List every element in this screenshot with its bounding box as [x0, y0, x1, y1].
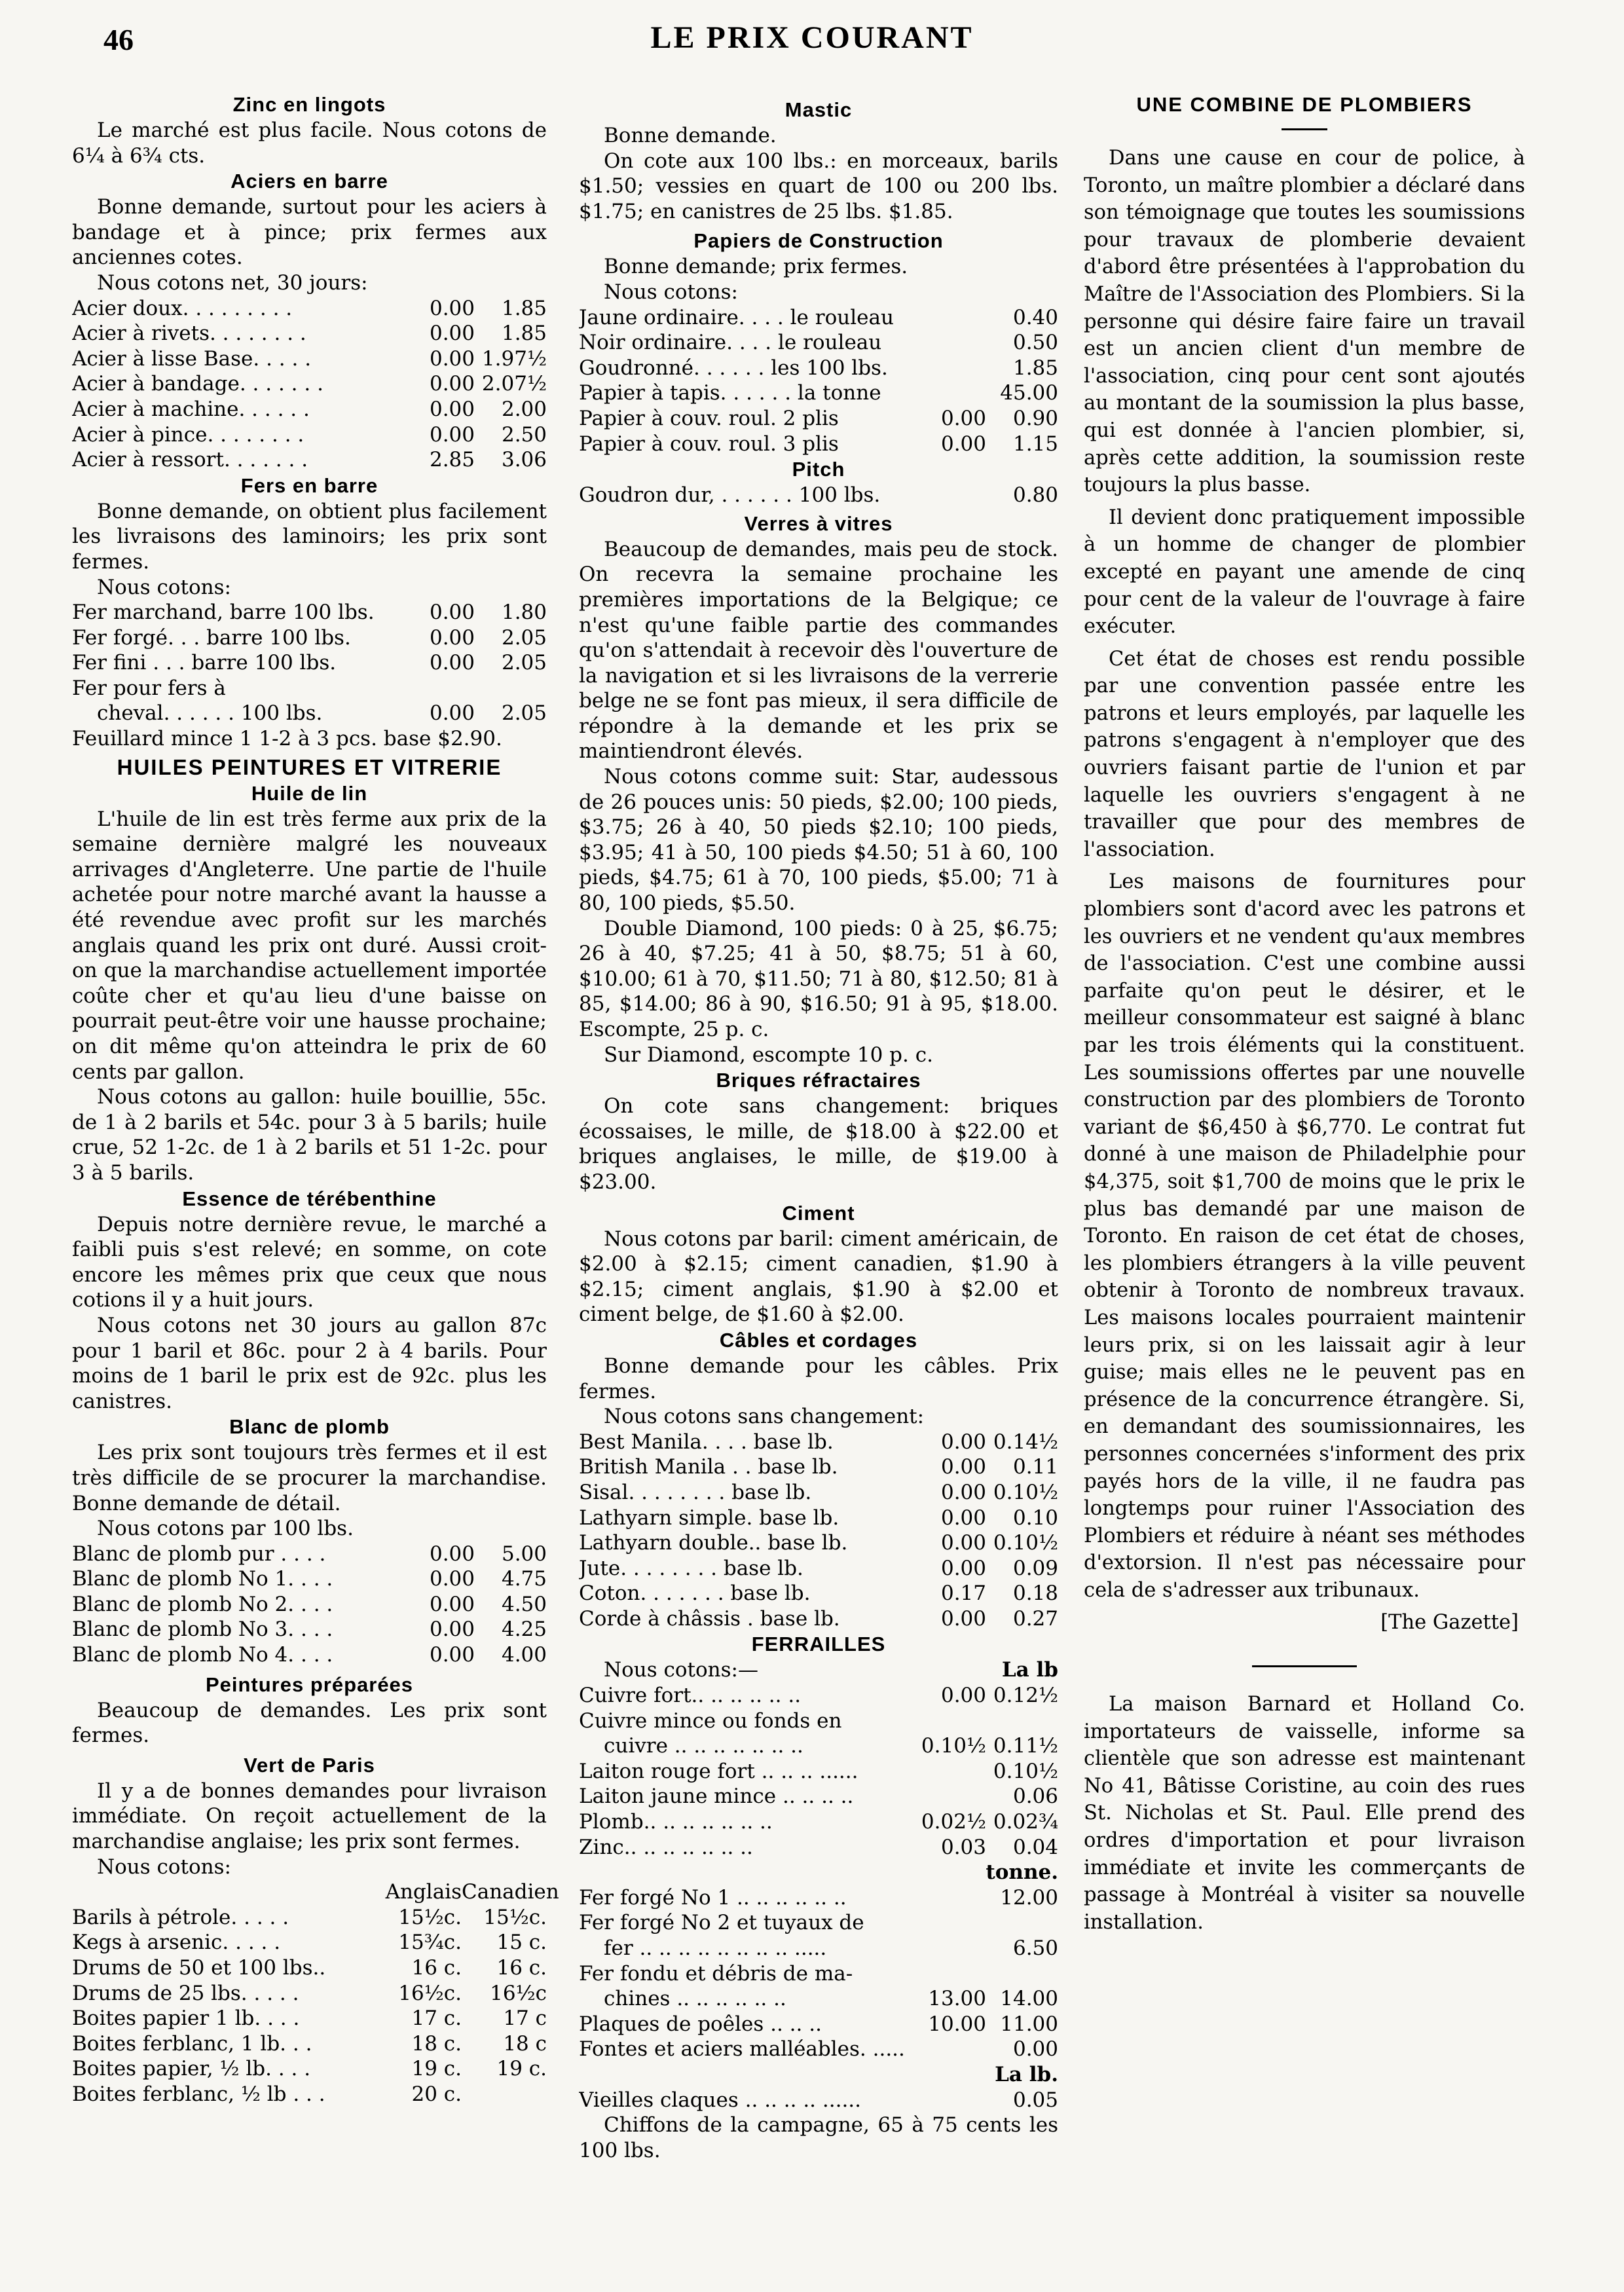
ferrailles-heading: FERRAILLES	[751, 1633, 886, 1656]
blanc-intro: Nous cotons par 100 lbs.	[97, 1517, 354, 1541]
vert-table	[72, 1905, 547, 2107]
price-row	[579, 1556, 1058, 1581]
price-min: 0.02½	[921, 1810, 986, 1834]
price-label: Lathyarn double.. base lb.	[579, 1531, 848, 1555]
price-label: Boites ferblanc, 1 lb. . .	[72, 2031, 312, 2056]
price-max: 0.05	[1012, 2088, 1058, 2112]
price-max: 4.25	[501, 1617, 547, 1642]
price-label: Acier à rivets. . . . . . . .	[72, 322, 306, 346]
briques-text: On cote sans changement: briques écossaises, le mille, de $18.00 à $22.00 et briques anglaises, le mille, de $19.00 à $23.00.	[579, 1094, 1058, 1194]
price-max: 2.50	[501, 422, 547, 447]
price-min: 18 c.	[411, 2031, 462, 2056]
fers-cheval-row	[72, 701, 547, 726]
price-max: 0.04	[1012, 1835, 1058, 1859]
price-max: 2.05	[501, 625, 547, 650]
lin-heading: Huile de lin	[251, 781, 368, 805]
price-min: 0.00	[940, 432, 986, 456]
price-label: Goudron dur, . . . . . . 100 lbs.	[579, 483, 881, 508]
price-max: 2.05	[501, 701, 547, 726]
price-min: 0.00	[429, 397, 475, 421]
price-label: Coton. . . . . . . base lb.	[579, 1581, 811, 1606]
ciment-heading: Ciment	[782, 1201, 855, 1225]
price-max: 0.40	[1012, 305, 1058, 329]
price-min: 0.00	[940, 1480, 986, 1504]
huiles-section-heading: HUILES PEINTURES ET VITRERIE	[117, 754, 502, 779]
price-row	[72, 371, 547, 397]
price-label: Drums de 25 lbs. . . . .	[72, 1981, 299, 2005]
fers-table	[72, 600, 547, 676]
price-min: 0.17	[940, 1581, 986, 1606]
price-row	[579, 330, 1058, 356]
price-row	[72, 2006, 547, 2031]
price-max: 4.00	[501, 1643, 547, 1667]
price-row	[72, 1542, 547, 1567]
price-max: 0.80	[1012, 483, 1058, 508]
price-row	[72, 447, 547, 473]
price-max: 1.80	[501, 601, 547, 625]
price-max: 17 c	[503, 2006, 547, 2031]
verres-sur-diamond: Sur Diamond, escompte 10 p. c.	[604, 1043, 933, 1067]
cables-intro: Nous cotons sans changement:	[604, 1405, 925, 1429]
price-label: Vieilles claques .. .. .. .. ......	[579, 2088, 862, 2112]
price-min: 15¾c.	[398, 1931, 462, 1955]
peintures-heading: Peintures préparées	[205, 1673, 414, 1696]
price-min: 0.00	[429, 322, 475, 346]
price-row	[72, 2031, 547, 2057]
fers-intro: Nous cotons:	[97, 575, 231, 599]
price-label: Plaques de poêles .. .. ..	[579, 2012, 822, 2036]
price-min: 0.00	[429, 1567, 475, 1591]
price-label: Fer forgé. . . barre 100 lbs.	[72, 625, 351, 650]
price-label: Papier à couv. roul. 3 plis	[579, 432, 839, 456]
price-row	[579, 1430, 1058, 1455]
price-max: 0.18	[1012, 1581, 1058, 1606]
col-header-anglais: Anglais	[385, 1880, 462, 1904]
price-max: 45.00	[1000, 381, 1058, 405]
price-max: 0.10½	[993, 1480, 1058, 1504]
price-label: fer .. .. .. .. .. .. .. .. .....	[604, 1936, 827, 1960]
aciers-intro: Nous cotons net, 30 jours:	[97, 270, 368, 295]
price-row	[72, 1592, 547, 1617]
papiers-heading: Papiers de Construction	[693, 229, 944, 253]
price-max: 1.85	[1012, 356, 1058, 380]
price-label: Drums de 50 et 100 lbs..	[72, 1956, 326, 1980]
price-label: Blanc de plomb No 3. . . .	[72, 1617, 333, 1642]
price-row	[579, 305, 1058, 331]
price-row	[579, 432, 1058, 457]
title-rule	[1282, 128, 1327, 130]
price-min: 0.00	[940, 1506, 986, 1530]
article-paragraph-2: Il devient donc pratiquement impossible à un homme de changer de plombier excepté en payant une amende de cinq pour cent de la valeur de l'ouvrage à faire exécuter.	[1084, 506, 1525, 638]
vert-heading: Vert de Paris	[244, 1753, 375, 1777]
verres-text: Beaucoup de demandes, mais peu de stock. On recevra la semaine prochaine les premières importations de la Belgique; ce n'est qu'une faible partie des commandes qu'on s'attendait à recevoir dès l'ouverture de la navigation et si les livraisons de la verrerie belge ne se font pas mieux, il sera difficile de répondre à la demande et les prix se maintiendront élevés.	[579, 537, 1058, 764]
price-row	[579, 1784, 1058, 1809]
price-min: 0.00	[429, 701, 475, 726]
price-min: 0.00	[429, 601, 475, 625]
fers-heading: Fers en barre	[240, 473, 378, 497]
essence-text: Depuis notre dernière revue, le marché a faibli puis s'est relevé; en somme, on cote encore les mêmes prix que ceux que nous cotions il y a huit jours.	[72, 1212, 547, 1312]
price-row	[579, 1480, 1058, 1506]
price-row	[72, 422, 547, 448]
price-label: Corde à châssis . base lb.	[579, 1606, 840, 1631]
middle-column	[579, 92, 1058, 2163]
price-label: Acier à pince. . . . . . . .	[72, 422, 304, 447]
price-min: 0.00	[429, 1592, 475, 1616]
price-max: 16½c	[490, 1981, 547, 2005]
price-max: 0.11	[1012, 1455, 1058, 1479]
price-min: 0.00	[940, 1430, 986, 1454]
price-max: 4.75	[501, 1567, 547, 1591]
price-max: 19 c.	[496, 2057, 547, 2081]
price-max: 15½c.	[483, 1905, 547, 1929]
price-label: Laiton rouge fort .. .. .. ......	[579, 1759, 858, 1783]
price-min: 15½c.	[398, 1905, 462, 1929]
lin-text-prices: Nous cotons au gallon: huile bouillie, 55c. de 1 à 2 barils et 54c. pour 3 à 5 barils; huile crue, 52 1-2c. de 1 à 2 barils et 51 1-2c. pour 3 à 5 barils.	[72, 1085, 547, 1185]
papiers-table	[579, 305, 1058, 457]
unit-label-lb: La lb.	[995, 2062, 1058, 2086]
fer-forge-no2-row	[579, 1936, 1058, 1961]
price-max: 0.10	[1012, 1506, 1058, 1530]
price-min: 19 c.	[411, 2057, 462, 2081]
price-max: 11.00	[1000, 2012, 1058, 2036]
fer-forge-no2-line1: Fer forgé No 2 et tuyaux de	[579, 1911, 864, 1935]
price-max: 1.97½	[481, 346, 547, 371]
price-max: 0.10½	[993, 1531, 1058, 1555]
ferrailles-intro-row	[579, 1657, 1058, 1683]
price-min: 0.00	[940, 1606, 986, 1631]
price-row	[72, 1955, 547, 1981]
price-label: Acier à ressort. . . . . . .	[72, 448, 308, 472]
price-min: 13.00	[928, 1987, 986, 2011]
price-min: 0.00	[429, 1643, 475, 1667]
price-min: 0.03	[940, 1835, 986, 1859]
price-row	[72, 1617, 547, 1642]
price-max: 1.15	[1012, 432, 1058, 456]
section-rule	[1252, 1665, 1357, 1667]
price-label: Blanc de plomb pur . . . .	[72, 1542, 326, 1566]
price-row	[579, 1454, 1058, 1480]
price-max: 0.27	[1012, 1606, 1058, 1631]
feuillard-line: Feuillard mince 1 1-2 à 3 pcs. base $2.90.	[72, 727, 502, 751]
blanc-heading: Blanc de plomb	[229, 1415, 390, 1439]
aciers-text: Bonne demande, surtout pour les aciers à bandage et à pince; prix fermes aux anciennes cotes.	[72, 195, 547, 270]
price-label: Cuivre fort.. .. .. .. .. ..	[579, 1684, 802, 1708]
price-row	[72, 2082, 547, 2107]
ciment-text: Nous cotons par baril: ciment américain, de $2.00 à $2.15; ciment canadien, $1.90 à $2.15; ciment anglais, $1.90 à $2.00 et ciment belge, de $1.60 à $2.00.	[579, 1227, 1058, 1327]
price-max: 0.10½	[993, 1759, 1058, 1783]
cables-table	[579, 1430, 1058, 1632]
ferrailles-table-fontes	[579, 1986, 1058, 2062]
price-max: 18 c	[503, 2031, 547, 2056]
price-label: cheval. . . . . . 100 lbs.	[97, 701, 323, 726]
price-min: 20 c.	[411, 2082, 462, 2106]
price-row	[579, 1683, 1058, 1709]
ferrailles-intro: Nous cotons:—	[604, 1658, 758, 1682]
price-row	[72, 1566, 547, 1592]
price-label: cuivre .. .. .. .. .. .. ..	[604, 1734, 803, 1758]
price-max: 4.50	[501, 1592, 547, 1616]
right-column	[1084, 92, 1525, 1936]
price-row	[579, 380, 1058, 406]
price-row	[72, 321, 547, 346]
price-min: 0.00	[429, 625, 475, 650]
price-max: 2.05	[501, 651, 547, 675]
price-row	[579, 1835, 1058, 1860]
price-row	[72, 600, 547, 625]
article-title: UNE COMBINE DE PLOMBIERS	[1136, 93, 1473, 116]
price-label: British Manila . . base lb.	[579, 1455, 838, 1479]
price-label: Acier à lisse Base. . . . .	[72, 346, 312, 371]
aciers-heading: Aciers en barre	[231, 170, 388, 193]
price-label: chines .. .. .. .. .. ..	[604, 1987, 786, 2011]
vert-text: Il y a de bonnes demandes pour livraison immédiate. On reçoit actuellement de la marchandise anglaise; les prix sont fermes.	[72, 1779, 547, 1854]
price-label: Barils à pétrole. . . . .	[72, 1905, 289, 1929]
price-row	[72, 650, 547, 676]
price-label: Sisal. . . . . . . . base lb.	[579, 1480, 812, 1504]
price-label: Fer forgé No 1 .. .. .. .. .. ..	[579, 1885, 847, 1910]
price-max: 0.90	[1012, 406, 1058, 430]
blanc-text: Les prix sont toujours très fermes et il est très difficile de se procurer la marchandise. Bonne demande de détail.	[72, 1441, 547, 1515]
price-label: Plomb.. .. .. .. .. .. ..	[579, 1810, 773, 1834]
price-row	[72, 346, 547, 372]
price-min: 0.00	[429, 651, 475, 675]
price-label: Blanc de plomb No 1. . . .	[72, 1567, 333, 1591]
fers-text: Bonne demande, on obtient plus facilement les livraisons des laminoirs; les prix sont fermes.	[72, 499, 547, 574]
price-label: Blanc de plomb No 4. . . .	[72, 1643, 333, 1667]
price-min: 0.00	[429, 346, 475, 371]
zinc-heading: Zinc en lingots	[232, 93, 386, 116]
chiffons-text: Chiffons de la campagne, 65 à 75 cents les 100 lbs.	[579, 2113, 1058, 2162]
page-number: 46	[103, 23, 134, 56]
price-min: 16½c.	[398, 1981, 462, 2005]
price-label: Kegs à arsenic. . . . .	[72, 1931, 281, 1955]
price-min: 2.85	[429, 448, 475, 472]
price-label: Goudronné. . . . . . les 100 lbs.	[579, 356, 888, 380]
price-row	[579, 1733, 1058, 1759]
article-paragraph-3: Cet état de choses est rendu possible par une convention passée entre les patrons et leurs employés, par laquelle les patrons s'engagent à n'employer que des ouvriers faisant partie de l'union et par laquelle les ouvriers s'engagent à ne travailler que pour des membres de l'association.	[1084, 647, 1525, 861]
article-paragraph-4: Les maisons de fournitures pour plombiers sont d'acord avec les patrons et les ouvriers et ne vendent qu'aux membres de l'association. C'est une combine aussi parfaite qu'on peut le désirer, et le meilleur consommateur est saigné à blanc par les trois éléments qui la constituent. Les soumissions offertes par une nouvelle construction par des plombiers de Toronto variant de $6,450 à $6,770. Le contrat fut donné à une maison de Philadelphie pour $4,375, soit $1,700 de moins que le prix le plus bas demandé par une maison de Toronto. En raison de cet état de choses, les plombiers étrangers à la ville peuvent obtenir à Toronto de nombreux travaux. Les maisons locales pourraient maintenir leurs prix, si on les laissait agir à leur guise; mais elles ne le peuvent pas en présence de la concurrence étrangère. Si, en demandant des soumissionnaires, les personnes concernées s'informent des prix payés hors de la ville, il ne faudra pas longtemps pour ruiner l'Association des Plombiers et réduire à néant ses méthodes d'extorsion. Il n'est pas nécessaire pour cela de s'adresser aux tribunaux.	[1084, 870, 1525, 1602]
price-max: 0.09	[1012, 1556, 1058, 1580]
price-label: Papier à tapis. . . . . . la tonne	[579, 381, 881, 405]
blanc-table	[72, 1542, 547, 1668]
price-min: 0.00	[429, 1617, 475, 1642]
aciers-table	[72, 296, 547, 473]
price-max: 0.12½	[993, 1684, 1058, 1708]
mastic-heading: Mastic	[784, 98, 853, 121]
price-min: 0.00	[940, 1556, 986, 1580]
price-row	[579, 1506, 1058, 1531]
price-row	[72, 625, 547, 651]
pitch-heading: Pitch	[792, 458, 845, 481]
price-max: 2.07½	[481, 372, 547, 396]
mastic-intro: Bonne demande.	[604, 124, 777, 147]
price-min: 0.10½	[921, 1734, 986, 1758]
ferrailles-table-cuivre	[579, 1683, 1058, 1709]
price-max: 6.50	[1012, 1936, 1058, 1960]
price-label: Acier à machine. . . . . .	[72, 397, 310, 421]
price-min: 0.00	[940, 1531, 986, 1555]
price-label: Jaune ordinaire. . . . le rouleau	[579, 305, 894, 329]
price-label: Jute. . . . . . . . base lb.	[579, 1556, 803, 1580]
fers-cheval-line1: Fer pour fers à	[72, 676, 226, 700]
vert-table-header	[72, 1879, 559, 1905]
price-label: Boites papier 1 lb. . . .	[72, 2006, 300, 2031]
col-header-canadien: Canadien	[462, 1880, 559, 1904]
price-label: Laiton jaune mince .. .. .. ..	[579, 1784, 854, 1809]
price-max: 15 c.	[496, 1931, 547, 1955]
price-row	[72, 397, 547, 422]
price-row	[579, 1809, 1058, 1835]
price-label: Boites ferblanc, ½ lb . . .	[72, 2082, 325, 2106]
price-row	[579, 406, 1058, 432]
price-min: 17 c.	[411, 2006, 462, 2031]
price-min: 0.00	[429, 422, 475, 447]
price-max: 1.85	[501, 322, 547, 346]
price-row	[579, 2012, 1058, 2037]
price-row	[72, 296, 547, 322]
price-label: Papier à couv. roul. 2 plis	[579, 406, 839, 430]
price-row	[579, 2037, 1058, 2062]
price-max: 16 c.	[496, 1956, 547, 1980]
fer-fondu-line1: Fer fondu et débris de ma-	[579, 1961, 853, 1986]
price-label: Acier doux. . . . . . . . .	[72, 296, 293, 320]
zinc-text: Le marché est plus facile. Nous cotons de 6¼ à 6¾ cts.	[72, 119, 547, 168]
price-max: 12.00	[1000, 1885, 1058, 1910]
unit-label: La lb	[1001, 1658, 1058, 1682]
price-max: 0.11½	[993, 1734, 1058, 1758]
price-max: 14.00	[1000, 1987, 1058, 2011]
price-max: 0.50	[1012, 331, 1058, 355]
price-label: Zinc.. .. .. .. .. .. ..	[579, 1835, 753, 1859]
verres-heading: Verres à vitres	[744, 511, 893, 535]
price-row	[72, 1642, 547, 1668]
price-row	[72, 2056, 547, 2082]
mastic-text: On cote aux 100 lbs.: en morceaux, barils $1.50; vessies en quart de 100 ou 200 lbs. $1.75; en canistres de 25 lbs. $1.85.	[579, 149, 1058, 223]
price-max: 3.06	[501, 448, 547, 472]
price-label: Lathyarn simple. base lb.	[579, 1506, 840, 1530]
price-label: Fer fini . . . barre 100 lbs.	[72, 651, 337, 675]
price-max: 2.00	[501, 397, 547, 421]
price-min: 0.00	[429, 372, 475, 396]
running-head: LE PRIX COURANT	[650, 20, 974, 55]
price-min: 0.00	[940, 1684, 986, 1708]
price-max: 1.85	[501, 296, 547, 320]
article-source: [The Gazette]	[1380, 1611, 1519, 1635]
price-row	[579, 1606, 1058, 1632]
cables-heading: Câbles et cordages	[719, 1328, 918, 1352]
price-row	[579, 1530, 1058, 1556]
unit-label-tonne: tonne.	[986, 1860, 1058, 1885]
price-min: 0.00	[429, 1542, 475, 1566]
price-label: Boites papier, ½ lb. . . .	[72, 2057, 311, 2081]
price-min: 0.00	[940, 1455, 986, 1479]
verres-double-diamond: Double Diamond, 100 pieds: 0 à 25, $6.75; 26 à 40, $7.25; 41 à 50, $8.75; 51 à 60, $10.00; 61 à 70, $11.50; 71 à 80, $12.50; 81 à 85, $14.00; 86 à 90, $16.50; 91 à 95, $18.00. Escompte, 25 p. c.	[579, 916, 1058, 1041]
price-row	[579, 1986, 1058, 2012]
price-label: Acier à bandage. . . . . . .	[72, 372, 323, 396]
ferrailles-table-metals	[579, 1733, 1058, 1860]
price-max: 0.02¾	[993, 1810, 1058, 1834]
left-column	[72, 92, 559, 2107]
essence-heading: Essence de térébenthine	[182, 1187, 437, 1210]
papiers-intro: Nous cotons:	[604, 280, 738, 304]
vieilles-claques-row	[579, 2088, 1058, 2113]
price-label: Fer marchand, barre 100 lbs.	[72, 601, 375, 625]
ferrailles-cuivre-line1: Cuivre mince ou fonds en	[579, 1709, 842, 1733]
notice-barnard-holland: La maison Barnard et Holland Co. importateurs de vaisselle, informe sa clientèle que son adresse est maintenant No 41, Bâtisse Coristine, au coin des rues St. Nicholas et St. Paul. Elle prend des ordres d'importation et pour livraison immédiate et invite les commerçants de passage à Montréal à visiter sa nouvelle installation.	[1084, 1693, 1525, 1934]
price-label: Best Manila. . . . base lb.	[579, 1430, 834, 1454]
briques-heading: Briques réfractaires	[716, 1069, 921, 1092]
price-row	[579, 1581, 1058, 1606]
verres-star-prices: Nous cotons comme suit: Star, audessous de 26 pouces unis: 50 pieds, $2.00; 100 pieds, $3.75; 26 à 40, 50 pieds $2.10; 100 pieds, $3.95; 41 à 50, 100 pieds $4.50; 51 à 60, 100 pieds, $4.75; 61 à 70, 100 pieds, $5.00; 71 à 80, 100 pieds, $5.50.	[579, 765, 1058, 915]
papiers-text: Bonne demande; prix fermes.	[604, 255, 908, 279]
essence-text-prices: Nous cotons net 30 jours au gallon 87c pour 1 baril et 86c. pour 2 à 4 barils. Pour moins de 1 baril le prix est de 92c. plus les canistres.	[72, 1313, 547, 1413]
price-max: 0.06	[1012, 1784, 1058, 1809]
pitch-row	[579, 483, 1058, 508]
price-max: 0.14½	[993, 1430, 1058, 1454]
price-min: 16 c.	[411, 1956, 462, 1980]
peintures-text: Beaucoup de demandes. Les prix sont fermes.	[72, 1698, 547, 1748]
price-label: Noir ordinaire. . . . le rouleau	[579, 331, 882, 355]
price-max: 0.00	[1012, 2037, 1058, 2061]
lin-text: L'huile de lin est très ferme aux prix de la semaine dernière malgré les nouveaux arrivages d'Angleterre. Une partie de l'huile achetée pour notre marché avant la hausse a été revendue avec profit sur les marchés anglais quand les prix ont duré. Aussi croit-on que la marchandise actuellement importée coûte cher et qu'au lieu d'une baisse on pourrait peut-être voir une hausse prochaine; on dit même qu'on atteindra le prix de 60 cents par gallon.	[72, 807, 547, 1084]
vert-intro: Nous cotons:	[97, 1855, 231, 1879]
price-row	[72, 1930, 547, 1955]
price-min: 0.00	[429, 296, 475, 320]
price-max: 5.00	[501, 1542, 547, 1566]
price-min: 10.00	[928, 2012, 986, 2036]
price-row	[579, 1759, 1058, 1784]
cables-text: Bonne demande pour les câbles. Prix fermes.	[579, 1354, 1058, 1403]
fer-forge-no1-row	[579, 1885, 1058, 1911]
price-row	[72, 1905, 547, 1931]
price-row	[579, 356, 1058, 381]
article-paragraph-1: Dans une cause en cour de police, à Toronto, un maître plombier a déclaré dans son témoignage que toutes les soumissions pour travaux de plomberie devaient d'abord être présentées à l'approbation du Maître de l'Association des Plombiers. Si la personne qui désire faire faire un travail est un ancien client d'un membre de l'association, cinq pour cent sont ajoutés au montant de la soumission la plus basse, qui est donnée à l'ancien plombier, si, après cette addition, la soumission reste toujours la plus basse.	[1084, 147, 1525, 497]
price-min: 0.00	[940, 406, 986, 430]
price-row	[72, 1981, 547, 2006]
price-label: Blanc de plomb No 2. . . .	[72, 1592, 333, 1616]
price-label: Fontes et aciers malléables. .....	[579, 2037, 905, 2061]
